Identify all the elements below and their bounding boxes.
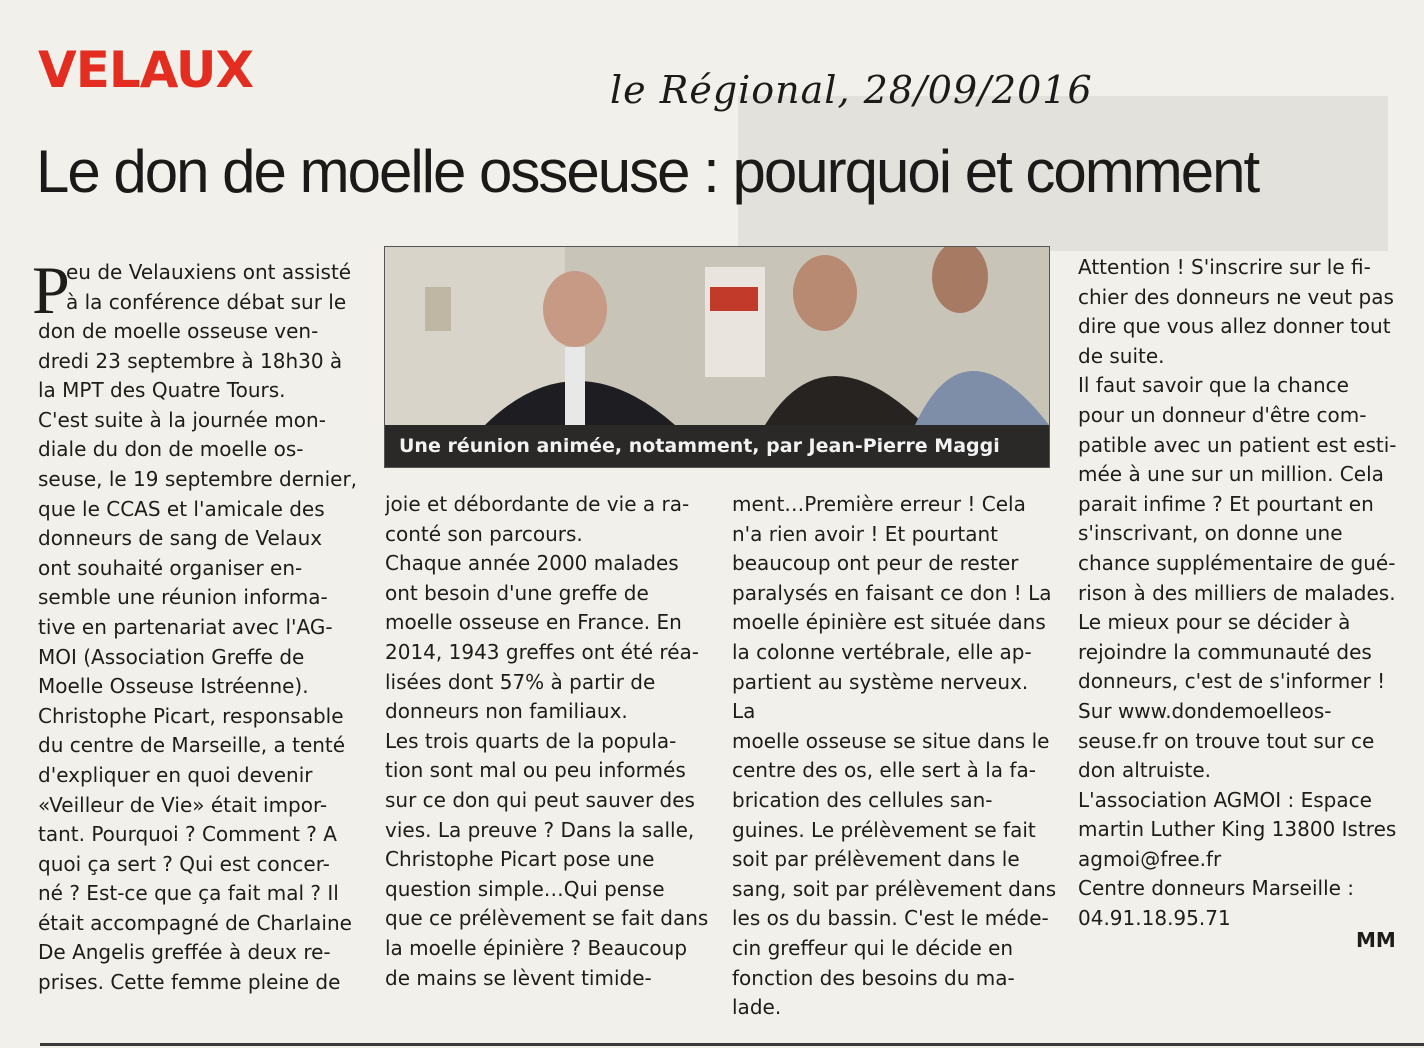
article-photo bbox=[384, 246, 1050, 468]
section-label: VELAUX bbox=[38, 41, 254, 99]
photo-caption: Une réunion animée, notamment, par Jean-Pierre Maggi bbox=[385, 425, 1049, 467]
article-column-4: Attention ! S'inscrire sur le fi- chier des donneurs ne veut pas dire que vous allez donner tout de suite. Il faut savoir que la chance pour un donneur d'être com- patible avec un patient est esti- mée à une sur un million. Cela parait infime ? Et pourtant en s'inscrivant, on donne une chance supplémentaire de gué- rison à des milliers de malades. Le mieux pour se décider à rejoindre la communauté des donneurs, c'est de s'informer ! Sur www.dondemoelleos- seuse.fr on trouve tout sur ce don altruiste. L'association AGMOI : Espace martin Luther King 13800 Istres agmoi@free.fr Centre donneurs Marseille : 04.91.18.95.71 bbox=[1078, 255, 1397, 931]
article-column-2: joie et débordante de vie a ra- conté son parcours. Chaque année 2000 malades ont besoin d'une greffe de moelle osseuse en France. En 2014, 1943 greffes ont été réa- lisées dont 57% à partir de donneurs non familiaux. Les trois quarts de la popula- tion sont mal ou peu informés sur ce don qui peut sauver des vies. La preuve ? Dans la salle, Christophe Picart pose une question simple…Qui pense que ce prélèvement se fait dans la moelle épinière ? Beaucoup de mains se lèvent timide- bbox=[385, 492, 709, 990]
article-column-3: ment…Première erreur ! Cela n'a rien avoir ! Et pourtant beaucoup ont peur de rester paralysés en faisant ce don ! La moelle épinière est située dans la colonne vertébrale, elle ap- partient au système nerveux. La moelle osseuse se situe dans le centre des os, elle sert à la fa- brication des cellules san- guines. Le prélèvement se fait soit par prélèvement dans le sang, soit par prélèvement dans les os du bassin. C'est le méde- cin greffeur qui le décide en fonction des besoins du ma- lade. bbox=[732, 492, 1057, 1020]
article-column-1-intro: eu de Velauxiens ont assisté à la conférence débat sur le bbox=[66, 260, 352, 314]
article-column-1: don de moelle osseuse ven- dredi 23 septembre à 18h30 à la MPT des Quatre Tours. C'est suite à la journée mon- diale du don de moelle os- seuse, le 19 septembre dernier, que le CCAS et l'amicale des donneurs de sang de Velaux ont souhaité organiser en- semble une réunion informa- tive en partenariat avec l'AG- MOI (Association Greffe de Moelle Osseuse Istréenne). Christophe Picart, responsable du centre de Marseille, a tenté d'expliquer en quoi devenir «Veilleur de Vie» était impor- tant. Pourquoi ? Comment ? A quoi ça sert ? Qui est concer- né ? Est-ce que ça fait mal ? Il était accompagné de Charlaine De Angelis greffée à deux re- prises. Cette femme pleine de bbox=[38, 319, 358, 995]
page-rule bbox=[40, 1043, 1424, 1046]
drop-cap: P bbox=[32, 252, 70, 328]
handwritten-note: le Régional, 28/09/2016 bbox=[610, 68, 1093, 112]
headline: Le don de moelle osseuse : pourquoi et comment bbox=[36, 138, 1259, 205]
author-signature: MM bbox=[1356, 928, 1396, 952]
